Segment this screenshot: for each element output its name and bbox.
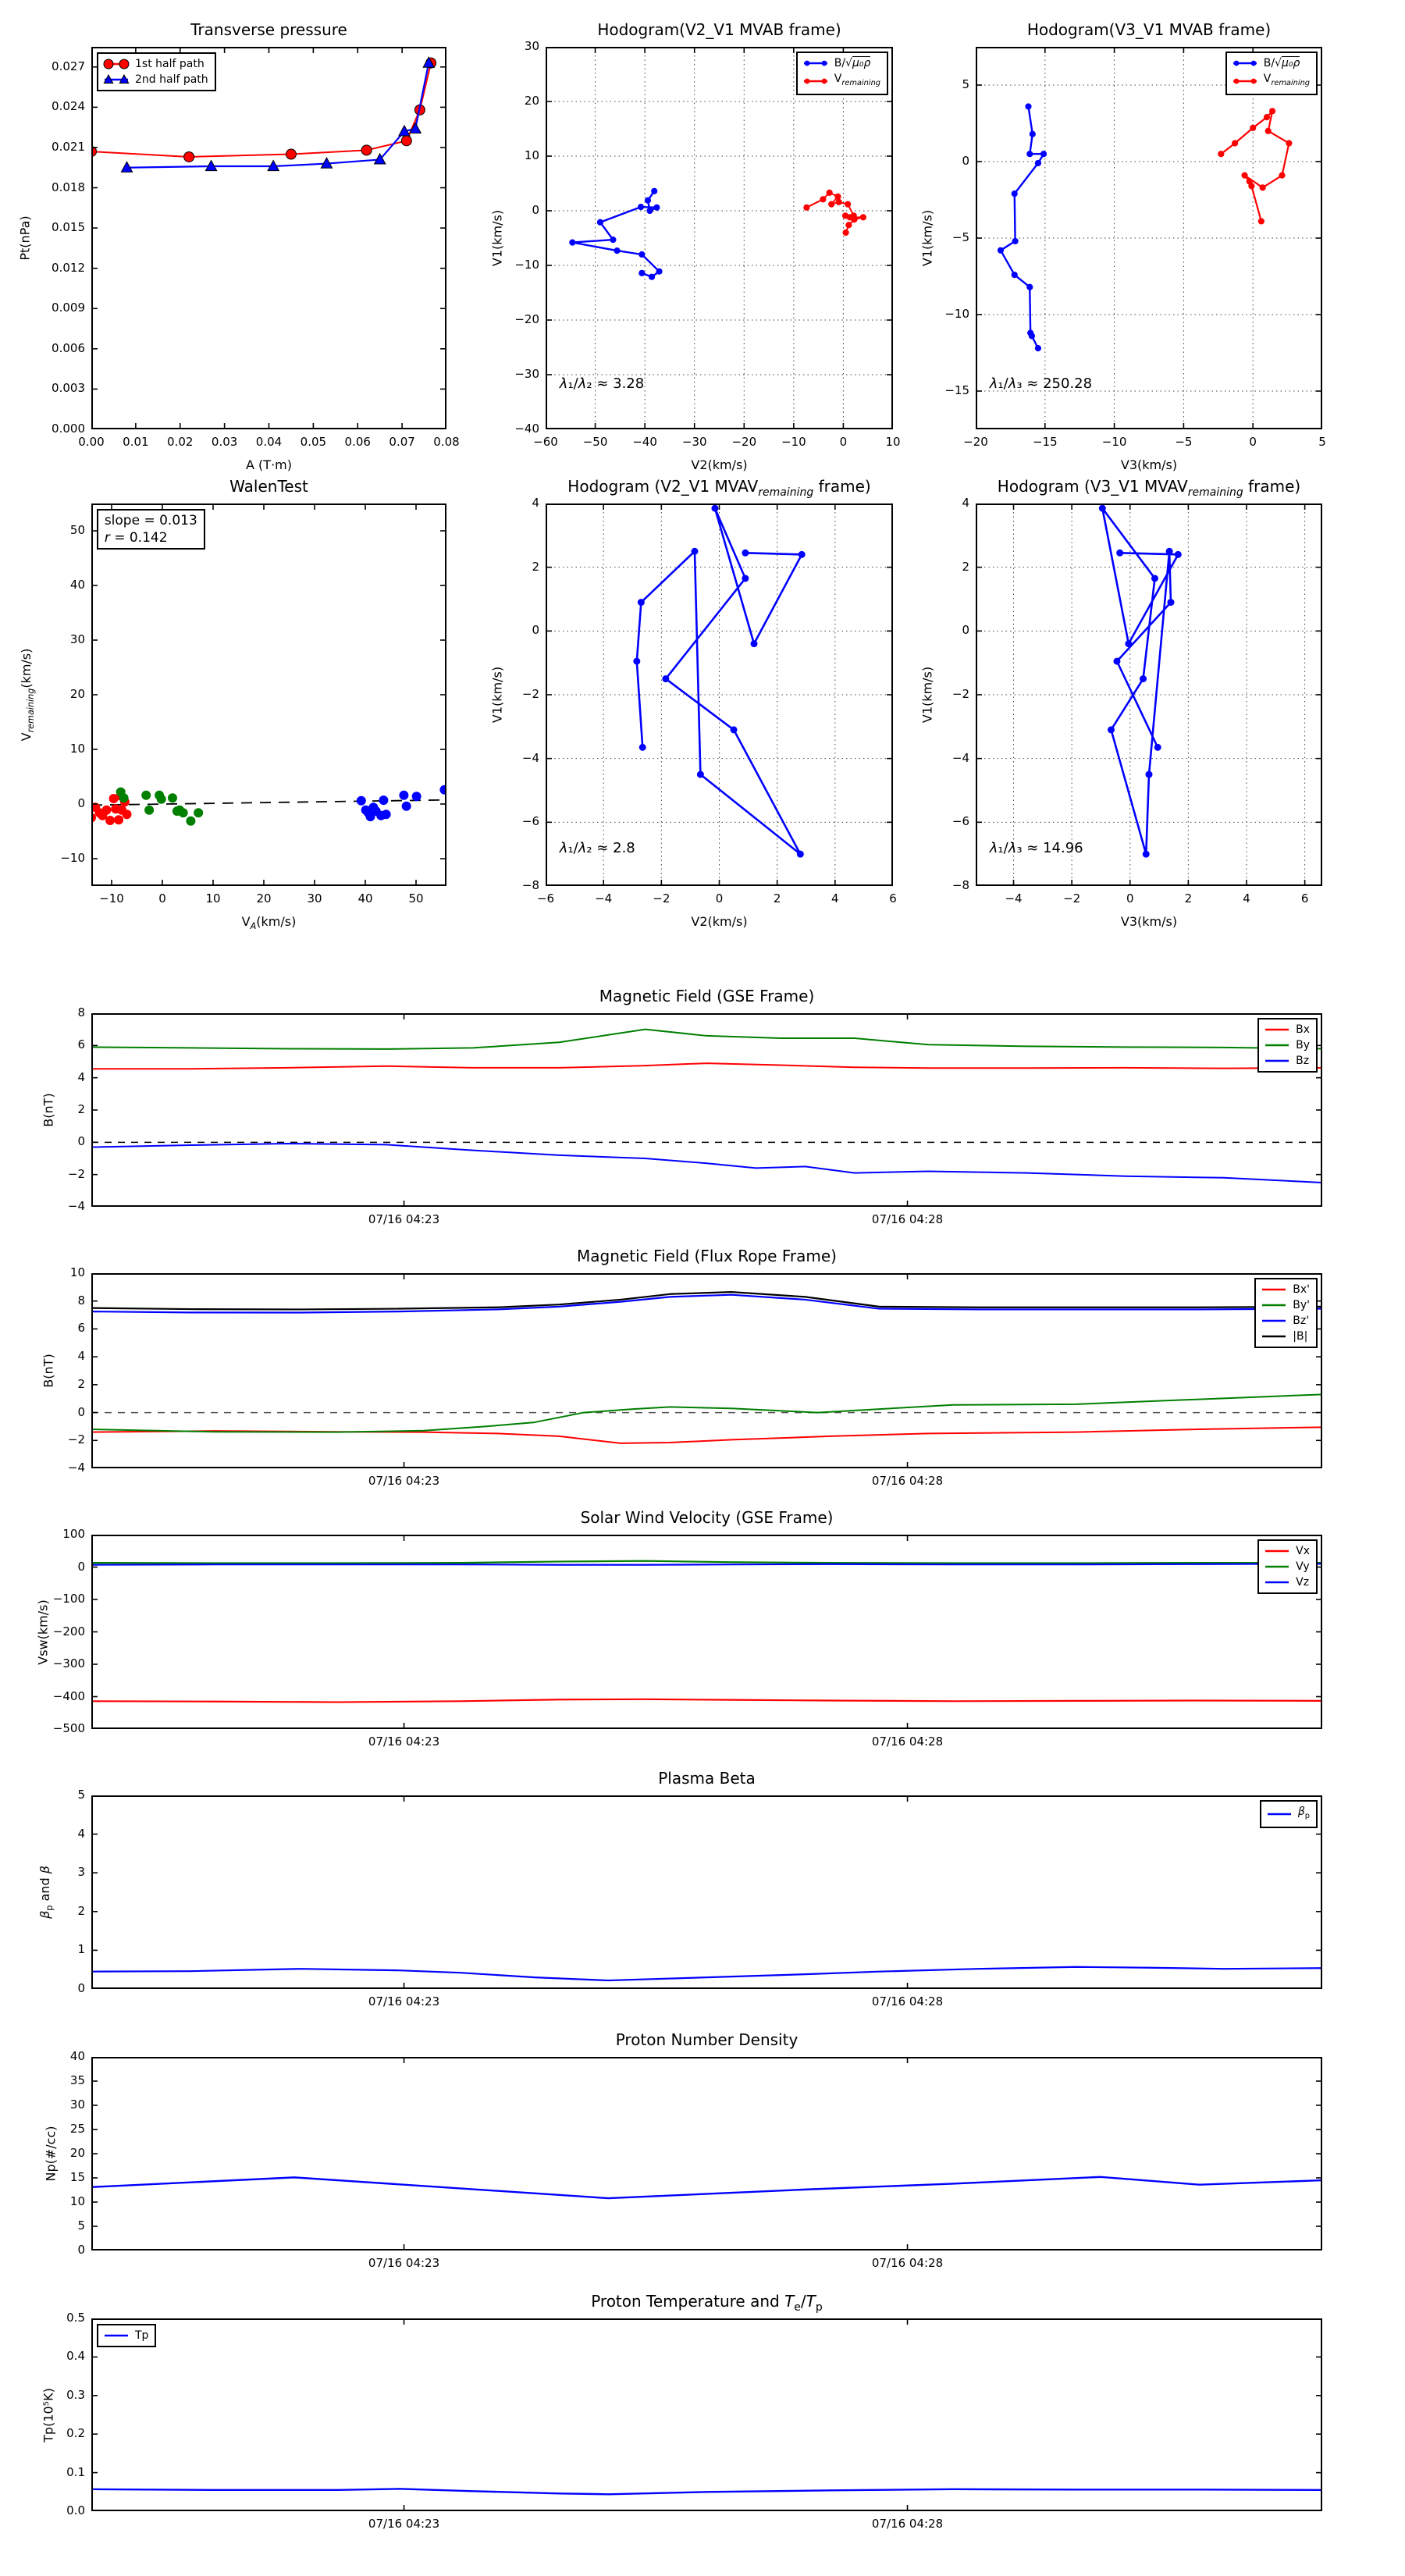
legend-item: [802, 71, 880, 91]
plot-area: [91, 1795, 1322, 1989]
legend-item: [1260, 1313, 1310, 1329]
y-tick-label: 5: [962, 77, 969, 91]
legend: [796, 52, 888, 95]
legend: [1225, 52, 1318, 95]
annotation: slope = 0.013 r = 0.142: [97, 509, 205, 550]
x-tick-label: −40: [632, 435, 657, 449]
legend-sample: [1263, 1545, 1291, 1557]
chart-transverse-pressure: [17, 20, 460, 472]
plot-area: [546, 47, 893, 429]
x-tick-label: 07/16 04:23: [368, 1212, 440, 1226]
y-tick-label: −2: [67, 1166, 85, 1181]
y-tick-label: 0.3: [66, 2387, 85, 2402]
y-tick-label: 1: [77, 1942, 85, 1957]
y-tick-label: 8: [77, 1293, 85, 1308]
chart-magnetic-field-gse: [41, 987, 1322, 1226]
plot-area: [976, 47, 1322, 429]
x-tick-label: −20: [731, 435, 757, 449]
x-tick-label: 10: [885, 435, 901, 449]
y-tick-label: 25: [69, 2122, 85, 2136]
x-tick-label: 0: [1126, 891, 1134, 906]
y-tick-label: 0.015: [52, 220, 85, 235]
legend-sample: [1260, 1330, 1288, 1343]
y-tick-label: 6: [77, 1037, 85, 1052]
y-tick-label: 2: [77, 1376, 85, 1391]
y-axis-label: B(nT): [41, 1354, 56, 1388]
y-tick-label: 0.003: [52, 381, 85, 396]
y-tick-label: −5: [951, 230, 969, 244]
y-tick-label: 2: [77, 1102, 85, 1116]
legend-sample: [1260, 1299, 1288, 1311]
y-tick-label: 4: [532, 496, 539, 510]
legend: [1254, 1278, 1318, 1348]
chart-title: Plasma Beta: [658, 1769, 756, 1788]
chart-title: Transverse pressure: [190, 20, 347, 39]
legend-item: [102, 2328, 148, 2343]
legend-sample: [1263, 1576, 1291, 1589]
legend-sample: [1263, 1039, 1291, 1051]
y-axis-label: B(nT): [41, 1093, 56, 1127]
x-tick-label: −2: [1063, 891, 1081, 906]
x-axis-label: A (T·m): [246, 457, 292, 472]
y-axis-label: V1(km/s): [919, 209, 935, 267]
chart-magnetic-field-fluxrope: [41, 1247, 1322, 1488]
y-axis-label: $V_{remaining}(km/s)$: [18, 648, 37, 742]
y-tick-label: 2: [962, 559, 969, 574]
chart-hodogram-v3v1-mvab: [919, 20, 1326, 472]
y-tick-label: −200: [52, 1624, 85, 1638]
y-tick-label: 0.021: [52, 139, 85, 154]
y-tick-label: 50: [69, 523, 85, 537]
x-tick-label: 07/16 04:28: [871, 1212, 944, 1226]
y-tick-label: −300: [52, 1656, 85, 1670]
y-tick-label: 0.5: [66, 2311, 85, 2325]
y-axis-label: Tp(10⁵K): [41, 2387, 56, 2443]
x-tick-label: 07/16 04:28: [871, 1474, 944, 1488]
legend-sample: [1263, 1055, 1291, 1067]
plot-area: [91, 47, 446, 429]
legend-sample: [1260, 1283, 1288, 1296]
x-tick-label: 07/16 04:23: [368, 2517, 440, 2531]
x-tick-label: 40: [357, 891, 373, 906]
x-tick-label: 0: [158, 891, 166, 906]
y-axis-label: V1(km/s): [489, 666, 505, 724]
legend-sample: [1263, 1023, 1291, 1036]
y-tick-label: 0: [77, 1404, 85, 1419]
chart-hodogram-v2v1-mvav: [489, 477, 897, 929]
y-tick-label: 0.000: [52, 422, 85, 436]
x-tick-label: 20: [256, 891, 272, 906]
y-tick-label: −4: [521, 750, 539, 765]
annotation: λ₁/λ₂ ≈ 3.28: [559, 375, 645, 393]
x-tick-label: 0.02: [167, 435, 194, 449]
x-tick-label: 07/16 04:23: [368, 1474, 440, 1488]
y-tick-label: 5: [77, 1788, 85, 1802]
chart-plasma-beta: [37, 1769, 1322, 2008]
legend-item: [1231, 71, 1310, 91]
legend-sample: [1231, 75, 1259, 87]
y-tick-label: 2: [77, 1903, 85, 1918]
x-tick-label: 0.07: [389, 435, 415, 449]
x-tick-label: 2: [773, 891, 781, 906]
y-tick-label: −8: [521, 878, 539, 892]
x-axis-label: V3(km/s): [1120, 457, 1178, 472]
chart-title: Hodogram(V3_V1 MVAB frame): [1026, 20, 1272, 39]
legend-label: By: [1296, 1039, 1310, 1051]
chart-hodogram-v2v1-mvab: [489, 20, 901, 472]
legend-item: [1260, 1297, 1310, 1313]
y-tick-label: 20: [69, 2146, 85, 2160]
chart-proton-density: [43, 2030, 1322, 2270]
legend-item: [1263, 1037, 1310, 1053]
x-tick-label: 0.06: [344, 435, 371, 449]
chart-title: Magnetic Field (GSE Frame): [599, 987, 815, 1005]
y-tick-label: 30: [69, 632, 85, 646]
y-tick-label: 0.018: [52, 180, 85, 194]
y-tick-label: 40: [69, 578, 85, 592]
y-tick-label: 0: [77, 2243, 85, 2257]
y-tick-label: 0: [532, 623, 539, 638]
y-tick-label: −6: [521, 814, 539, 829]
legend-sample: [102, 58, 130, 70]
legend-label: $V_{remaining}$: [1263, 73, 1310, 87]
x-tick-label: −60: [533, 435, 558, 449]
legend-sample: [102, 2329, 130, 2342]
x-tick-label: 0.05: [300, 435, 327, 449]
y-axis-label: $\beta_p$ and β: [37, 1866, 55, 1919]
x-tick-label: 07/16 04:28: [871, 1735, 944, 1749]
y-axis-label: Pt(nPa): [17, 215, 33, 261]
legend-item: [1263, 1022, 1310, 1037]
plot-area: [91, 1535, 1322, 1729]
y-tick-label: 20: [69, 687, 85, 701]
plot-area: [976, 503, 1322, 886]
x-tick-label: −50: [582, 435, 608, 449]
y-tick-label: 0: [532, 203, 539, 217]
y-tick-label: 0.012: [52, 260, 85, 275]
y-tick-label: 0.027: [52, 59, 85, 73]
x-tick-label: 4: [1243, 891, 1250, 906]
x-tick-label: 07/16 04:28: [871, 1994, 944, 2008]
y-tick-label: −400: [52, 1688, 85, 1703]
chart-solar-wind-velocity: [35, 1508, 1322, 1749]
y-tick-label: −15: [944, 383, 969, 397]
y-tick-label: 3: [77, 1865, 85, 1880]
y-tick-label: 15: [69, 2170, 85, 2184]
legend-label: By': [1293, 1299, 1310, 1311]
plot-area: [91, 2057, 1322, 2250]
x-tick-label: −15: [1032, 435, 1058, 449]
chart-title: WalenTest: [229, 477, 308, 496]
y-tick-label: −40: [514, 422, 539, 436]
x-tick-label: 07/16 04:23: [368, 1994, 440, 2008]
y-tick-label: 0.2: [66, 2426, 85, 2441]
x-tick-label: −6: [536, 891, 555, 906]
y-axis-label: Np(#/cc): [43, 2126, 59, 2182]
legend: [97, 52, 216, 91]
legend-item: [1263, 1574, 1310, 1590]
y-tick-label: 8: [77, 1005, 85, 1019]
x-axis-label: $V_A(km/s)$: [241, 914, 297, 932]
legend-sample: [802, 57, 830, 69]
legend-item: [1263, 1559, 1310, 1574]
x-tick-label: −10: [1101, 435, 1127, 449]
legend-label: Bx: [1296, 1023, 1310, 1036]
y-tick-label: 10: [69, 742, 85, 756]
x-tick-label: −4: [595, 891, 613, 906]
plot-area: [91, 2318, 1322, 2511]
legend-label: Tp: [135, 2329, 149, 2342]
legend: [97, 2324, 156, 2347]
y-axis-label: V1(km/s): [919, 666, 935, 724]
legend-item: [1231, 55, 1310, 71]
legend-sample: [1265, 1808, 1293, 1820]
chart-title: Proton Number Density: [615, 2030, 799, 2049]
x-tick-label: −2: [653, 891, 670, 906]
x-tick-label: −10: [781, 435, 806, 449]
y-tick-label: −4: [67, 1199, 85, 1213]
chart-title: Magnetic Field (Flux Rope Frame): [577, 1247, 837, 1265]
legend-label: 1st half path: [135, 58, 205, 70]
y-tick-label: 40: [69, 2049, 85, 2063]
y-tick-label: −4: [951, 750, 969, 765]
y-tick-label: 2: [532, 559, 539, 574]
y-tick-label: −10: [60, 851, 85, 865]
x-tick-label: 07/16 04:23: [368, 2256, 440, 2270]
y-tick-label: 0: [77, 1134, 85, 1149]
annotation: λ₁/λ₂ ≈ 2.8: [559, 840, 635, 857]
x-tick-label: 4: [831, 891, 839, 906]
x-tick-label: −4: [1005, 891, 1023, 906]
legend-sample: [1263, 1560, 1291, 1573]
annotation: λ₁/λ₃ ≈ 14.96: [989, 840, 1083, 857]
legend-item: [102, 72, 208, 87]
y-tick-label: 100: [62, 1527, 85, 1541]
y-tick-label: 35: [69, 2073, 85, 2087]
x-tick-label: 6: [889, 891, 897, 906]
legend-label: Bz: [1296, 1055, 1310, 1067]
y-tick-label: 0: [77, 1981, 85, 1995]
x-tick-label: 6: [1300, 891, 1309, 906]
legend-label: |B|: [1293, 1330, 1308, 1343]
y-tick-label: 0.024: [52, 99, 85, 114]
legend-sample: [1260, 1315, 1288, 1327]
legend-label: $V_{remaining}$: [834, 73, 880, 87]
legend: [1257, 1018, 1318, 1073]
x-tick-label: 07/16 04:23: [368, 1735, 440, 1749]
y-tick-label: 20: [524, 94, 539, 108]
x-axis-label: V2(km/s): [691, 457, 748, 472]
x-tick-label: 50: [408, 891, 424, 906]
y-tick-label: 4: [77, 1826, 85, 1841]
legend-label: Vz: [1296, 1576, 1310, 1589]
legend-sample: [1231, 57, 1259, 69]
legend-label: Vy: [1296, 1560, 1310, 1573]
x-tick-label: −10: [99, 891, 124, 906]
legend-item: [1260, 1282, 1310, 1297]
legend-label: B/√μ₀ρ: [1263, 57, 1300, 69]
y-tick-label: −500: [52, 1721, 85, 1735]
x-tick-label: 0: [715, 891, 724, 906]
y-tick-label: 0: [962, 623, 969, 638]
chart-hodogram-v3v1-mvav: [919, 477, 1322, 929]
x-tick-label: 0.01: [123, 435, 149, 449]
legend-sample: [802, 75, 830, 87]
y-axis-label: Vsw(km/s): [35, 1599, 51, 1665]
legend-item: [802, 55, 880, 71]
x-tick-label: 0.03: [211, 435, 238, 449]
y-tick-label: −8: [951, 878, 969, 892]
x-tick-label: 0.04: [255, 435, 283, 449]
y-tick-label: 6: [77, 1321, 85, 1336]
x-tick-label: 2: [1184, 891, 1193, 906]
x-tick-label: 07/16 04:28: [871, 2256, 944, 2270]
chart-title: Solar Wind Velocity (GSE Frame): [580, 1508, 834, 1527]
y-tick-label: −2: [521, 687, 539, 701]
x-tick-label: 10: [205, 891, 221, 906]
chart-title: Hodogram(V2_V1 MVAB frame): [597, 20, 841, 39]
y-axis-label: V1(km/s): [489, 209, 505, 267]
y-tick-label: 10: [69, 1265, 85, 1279]
chart-title: Hodogram (V2_V1 $MVAV_{remaining}$ frame): [567, 477, 871, 499]
y-tick-label: −2: [67, 1432, 85, 1447]
x-tick-label: 07/16 04:28: [871, 2517, 944, 2531]
legend-item: [1265, 1804, 1310, 1824]
x-tick-label: 0: [1249, 435, 1257, 449]
legend: [1257, 1539, 1318, 1594]
annotation: λ₁/λ₃ ≈ 250.28: [989, 375, 1093, 393]
y-tick-label: −10: [514, 258, 539, 272]
x-tick-label: −5: [1175, 435, 1193, 449]
chart-walen-test: [18, 477, 446, 932]
legend-sample: [102, 73, 130, 86]
y-tick-label: 0.1: [66, 2464, 85, 2479]
y-tick-label: −4: [67, 1461, 85, 1475]
plot-area: [91, 1273, 1322, 1468]
y-tick-label: 0.0: [66, 2503, 85, 2517]
y-tick-label: 10: [69, 2194, 85, 2208]
legend-label: 2nd half path: [135, 73, 208, 86]
legend-item: [1263, 1543, 1310, 1559]
x-tick-label: 0: [839, 435, 848, 449]
y-tick-label: 4: [962, 496, 969, 510]
legend-label: B/√μ₀ρ: [834, 57, 871, 69]
y-tick-label: 0.009: [52, 301, 85, 315]
plot-area: [91, 1013, 1322, 1207]
y-tick-label: 4: [77, 1349, 85, 1364]
legend-item: [1260, 1329, 1310, 1344]
plot-area: [546, 503, 893, 886]
y-tick-label: 30: [524, 39, 539, 53]
legend: [1260, 1800, 1318, 1828]
y-tick-label: 30: [69, 2097, 85, 2112]
y-tick-label: −20: [514, 312, 539, 326]
y-tick-label: 0.4: [66, 2349, 85, 2364]
y-tick-label: 10: [524, 148, 539, 162]
chart-proton-temperature: [41, 2292, 1322, 2531]
y-tick-label: −6: [951, 814, 969, 829]
legend-label: $\beta_p$: [1297, 1806, 1310, 1820]
y-tick-label: 0: [77, 796, 85, 810]
x-axis-label: V2(km/s): [691, 914, 748, 929]
legend-label: Bx': [1293, 1283, 1310, 1296]
x-tick-label: 0.00: [78, 435, 105, 449]
x-tick-label: 0.08: [433, 435, 460, 449]
y-tick-label: −2: [951, 687, 969, 701]
y-tick-label: 0: [77, 1559, 85, 1574]
chart-title: Hodogram (V3_V1 $MVAV_{remaining}$ frame): [997, 477, 1301, 499]
x-tick-label: 30: [307, 891, 322, 906]
x-axis-label: V3(km/s): [1120, 914, 1178, 929]
x-tick-label: −20: [963, 435, 988, 449]
x-tick-label: 5: [1318, 435, 1326, 449]
legend-label: Vx: [1296, 1545, 1310, 1557]
y-tick-label: 5: [77, 2218, 85, 2233]
legend-item: [1263, 1053, 1310, 1069]
legend-label: Bz': [1293, 1315, 1310, 1327]
y-tick-label: 0: [962, 154, 969, 168]
y-tick-label: −100: [52, 1592, 85, 1606]
y-tick-label: 4: [77, 1069, 85, 1084]
legend-item: [102, 56, 208, 72]
chart-title: Proton Temperature and $T_e/T_p$: [591, 2292, 823, 2314]
y-tick-label: 0.006: [52, 340, 85, 355]
y-tick-label: −10: [944, 307, 969, 321]
x-tick-label: −30: [681, 435, 707, 449]
y-tick-label: −30: [514, 367, 539, 381]
plot-area: [91, 503, 446, 886]
